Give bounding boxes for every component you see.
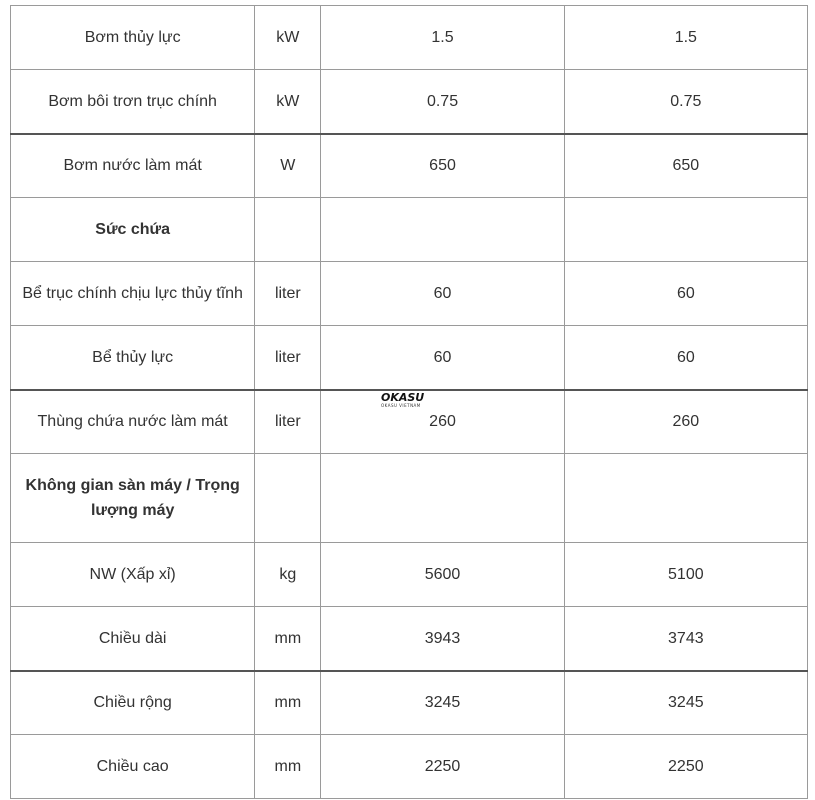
okasu-watermark-logo [381, 392, 424, 408]
spec-name: Chiều dài [11, 607, 255, 671]
spec-unit: liter [255, 326, 321, 390]
spec-unit: W [255, 134, 321, 198]
spec-unit: liter [255, 262, 321, 326]
spec-value-model-1 [321, 454, 564, 543]
spec-value-model-1: 1.5 [321, 6, 564, 70]
spec-name: Bể thủy lực [11, 326, 255, 390]
spec-value-model-2: 650 [564, 134, 807, 198]
spec-value-model-2 [564, 198, 807, 262]
spec-unit: kW [255, 6, 321, 70]
spec-row [11, 735, 808, 799]
spec-value-model-2: 1.5 [564, 6, 807, 70]
spec-name: Bể trục chính chịu lực thủy tĩnh [11, 262, 255, 326]
spec-value-model-2: 60 [564, 326, 807, 390]
spec-unit: kg [255, 543, 321, 607]
spec-value-model-2 [564, 454, 807, 543]
spec-value-model-2: 60 [564, 262, 807, 326]
spec-unit: mm [255, 607, 321, 671]
spec-name: NW (Xấp xỉ) [11, 543, 255, 607]
spec-value-model-2: 3743 [564, 607, 807, 671]
spec-name: Bơm nước làm mát [11, 134, 255, 198]
section-row [11, 454, 808, 543]
spec-name: Bơm bôi trơn trục chính [11, 70, 255, 134]
spec-value-model-1: 650 [321, 134, 564, 198]
spec-row [11, 671, 808, 735]
spec-unit: mm [255, 735, 321, 799]
spec-value-model-2: 0.75 [564, 70, 807, 134]
spec-value-model-1: 260 [321, 390, 564, 454]
spec-value-model-2: 3245 [564, 671, 807, 735]
spec-value-model-1: 3943 [321, 607, 564, 671]
spec-value-model-1: 3245 [321, 671, 564, 735]
spec-row [11, 326, 808, 390]
watermark-brand: OKASU [381, 391, 425, 404]
spec-row [11, 6, 808, 70]
spec-value-model-1: 60 [321, 262, 564, 326]
spec-value-model-2: 2250 [564, 735, 807, 799]
spec-unit [255, 198, 321, 262]
section-title: Không gian sàn máy / Trọng lượng máy [11, 454, 255, 543]
spec-row [11, 262, 808, 326]
watermark-tagline: OKASU VIETNAM [381, 403, 421, 408]
spec-value-model-1: 0.75 [321, 70, 564, 134]
spec-name: Bơm thủy lực [11, 6, 255, 70]
spec-row [11, 543, 808, 607]
spec-value-model-2: 260 [564, 390, 807, 454]
spec-value-model-1 [321, 198, 564, 262]
spec-value-model-1: 2250 [321, 735, 564, 799]
spec-value-model-1: 60 [321, 326, 564, 390]
section-row [11, 198, 808, 262]
spec-value-model-2: 5100 [564, 543, 807, 607]
spec-row [11, 134, 808, 198]
spec-name: Thùng chứa nước làm mát [11, 390, 255, 454]
spec-row [11, 607, 808, 671]
spec-unit: kW [255, 70, 321, 134]
spec-name: Chiều cao [11, 735, 255, 799]
spec-unit: mm [255, 671, 321, 735]
spec-value-model-1: 5600 [321, 543, 564, 607]
spec-name: Chiều rộng [11, 671, 255, 735]
section-title: Sức chứa [11, 198, 255, 262]
spec-row [11, 70, 808, 134]
spec-unit [255, 454, 321, 543]
spec-unit: liter [255, 390, 321, 454]
